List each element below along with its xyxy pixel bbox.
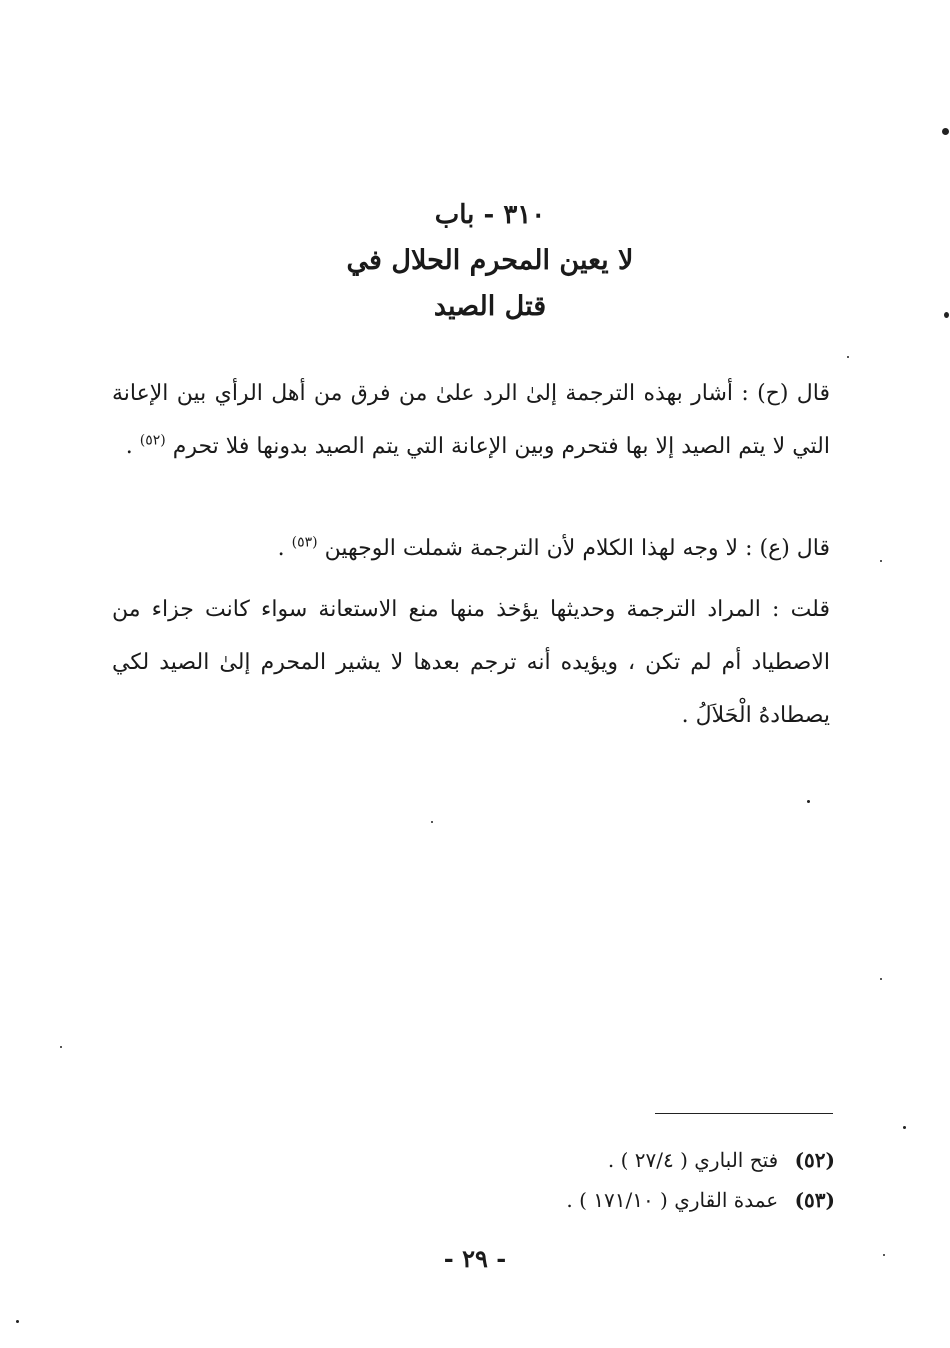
page-number: - ٢٩ - — [443, 1244, 507, 1273]
paragraph-2-text: قال (ع) : لا وجه لهذا الكلام لأن الترجمة شملت الوجهين — [324, 536, 830, 561]
footnote-number: (٥٣) — [794, 1188, 835, 1212]
scan-speck — [847, 356, 849, 358]
chapter-number: ٣١٠ - باب — [434, 200, 546, 230]
footnote-reference-53: (٥٣) — [291, 534, 318, 551]
scan-speck — [903, 1126, 906, 1129]
footnote-text: فتح الباري ( ٢٧/٤ ) . — [607, 1148, 779, 1172]
footnote-53 — [335, 1183, 835, 1217]
scan-speck — [944, 312, 949, 318]
scan-speck — [60, 1046, 62, 1048]
paragraph-1 — [112, 367, 830, 473]
chapter-title-line-2: قتل الصيد — [433, 291, 547, 322]
scan-speck — [883, 1254, 885, 1256]
footnote-text: عمدة القاري ( ١٧١/١٠ ) . — [566, 1188, 779, 1212]
paragraph-2 — [112, 522, 830, 575]
footnote-52 — [335, 1143, 835, 1177]
chapter-heading — [300, 192, 680, 330]
paragraph-1-text: قال (ح) : أشار بهذه الترجمة إلىٰ الرد علىٰ من فرق من أهل الرأي بين الإعانة التي لا يتم الصيد إلا بها فتحرم وبين الإعانة التي يتم الصيد بدونها فلا تحرم — [112, 381, 830, 459]
scan-speck — [880, 560, 882, 562]
scan-speck — [431, 821, 433, 823]
scan-speck — [807, 800, 810, 803]
footnote-separator — [655, 1113, 833, 1114]
footnote-reference-52: (٥٢) — [139, 432, 166, 449]
paragraph-3-text: قلت : المراد الترجمة وحديثها يؤخذ منها منع الاستعانة سواء كانت جزاء من الاصطياد أم لم تكن ، ويؤيده أنه ترجم بعدها لا يشير المحرم إلىٰ الصيد لكي يصطادهُ الْحَلاَلُ . — [112, 597, 830, 728]
footnote-number: (٥٢) — [794, 1148, 835, 1172]
scan-speck — [880, 978, 882, 980]
scan-speck — [942, 128, 949, 135]
chapter-title-line-1: لا يعين المحرم الحلال في — [346, 245, 634, 276]
paragraph-1-end: . — [125, 434, 140, 459]
scan-speck — [16, 1320, 19, 1323]
paragraph-3 — [112, 583, 830, 742]
paragraph-2-end: . — [277, 536, 292, 561]
